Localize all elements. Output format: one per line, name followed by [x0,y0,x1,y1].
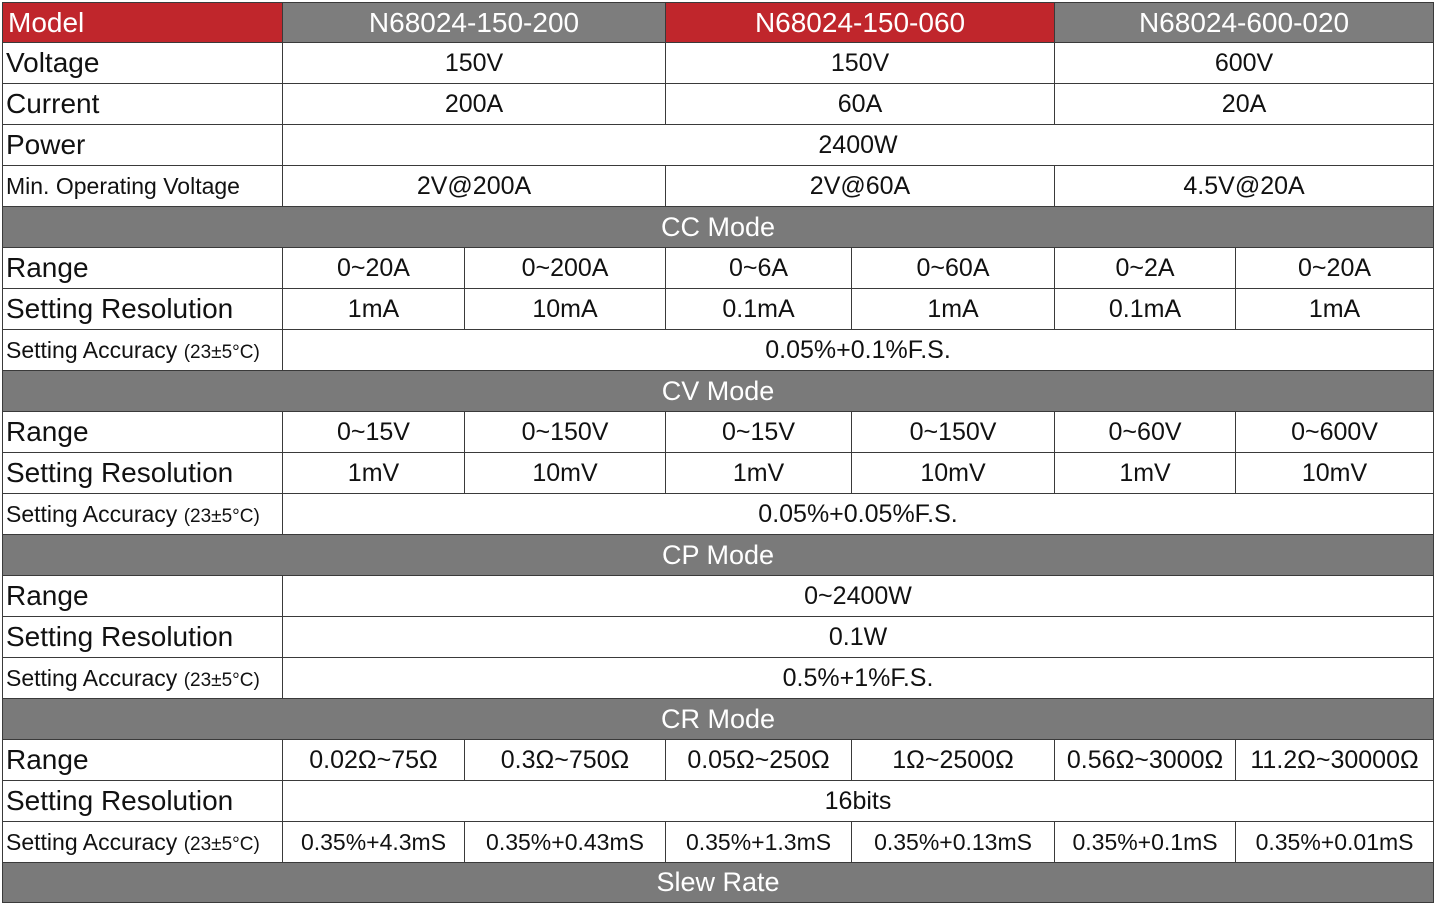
voltage-row [3,43,1434,84]
cv-accuracy-row [3,494,1434,535]
voltage-value: 600V [1055,43,1434,84]
cr-mode-title: CR Mode [3,699,1434,740]
cc-range-value: 0~20A [1236,248,1434,289]
cr-accuracy-row [3,822,1434,863]
cp-range-label: Range [3,576,283,617]
voltage-value: 150V [666,43,1055,84]
accuracy-label-main: Setting Accuracy [6,336,178,363]
cr-resolution-row [3,781,1434,822]
current-row [3,84,1434,125]
model-1: N68024-150-200 [283,3,666,43]
cc-resolution-value: 1mA [283,289,465,330]
cr-accuracy-value: 0.35%+0.01mS [1236,822,1434,863]
accuracy-label-main: Setting Accuracy [6,500,178,527]
cc-accuracy-row [3,330,1434,371]
cc-range-value: 0~2A [1055,248,1236,289]
cc-range-value: 0~6A [666,248,852,289]
cr-range-row [3,740,1434,781]
model-header-row [3,3,1434,43]
accuracy-label-condition: (23±5°C) [183,341,260,363]
power-label: Power [3,125,283,166]
cv-range-value: 0~600V [1236,412,1434,453]
cp-resolution-value: 0.1W [283,617,1434,658]
current-value: 200A [283,84,666,125]
cv-range-value: 0~15V [283,412,465,453]
spec-table [2,2,1434,903]
current-label: Current [3,84,283,125]
cr-range-value: 11.2Ω~30000Ω [1236,740,1434,781]
voltage-value: 150V [283,43,666,84]
cc-accuracy-value: 0.05%+0.1%F.S. [283,330,1434,371]
cr-accuracy-value: 0.35%+4.3mS [283,822,465,863]
accuracy-label-condition: (23±5°C) [183,669,260,691]
cp-mode-title: CP Mode [3,535,1434,576]
cp-accuracy-row [3,658,1434,699]
cc-range-value: 0~60A [852,248,1055,289]
min-voltage-value: 2V@60A [666,166,1055,207]
cv-resolution-row [3,453,1434,494]
cc-resolution-value: 1mA [852,289,1055,330]
cv-section-row [3,371,1434,412]
accuracy-label-main: Setting Accuracy [6,828,178,855]
power-row [3,125,1434,166]
accuracy-label-condition: (23±5°C) [183,833,260,855]
cr-accuracy-value: 0.35%+0.1mS [1055,822,1236,863]
current-value: 60A [666,84,1055,125]
cv-mode-title: CV Mode [3,371,1434,412]
cv-resolution-label: Setting Resolution [3,453,283,494]
min-voltage-value: 2V@200A [283,166,666,207]
cp-range-row [3,576,1434,617]
cp-accuracy-label [3,658,283,699]
min-voltage-value: 4.5V@20A [1055,166,1434,207]
cv-resolution-value: 1mV [283,453,465,494]
cp-resolution-label: Setting Resolution [3,617,283,658]
cv-resolution-value: 1mV [1055,453,1236,494]
cc-resolution-value: 1mA [1236,289,1434,330]
slew-section-row [3,863,1434,903]
cr-range-value: 0.56Ω~3000Ω [1055,740,1236,781]
cv-resolution-value: 10mV [465,453,666,494]
cv-resolution-value: 10mV [852,453,1055,494]
cp-range-value: 0~2400W [283,576,1434,617]
cr-accuracy-value: 0.35%+1.3mS [666,822,852,863]
cc-resolution-value: 0.1mA [666,289,852,330]
cp-section-row [3,535,1434,576]
cv-resolution-value: 10mV [1236,453,1434,494]
cv-accuracy-value: 0.05%+0.05%F.S. [283,494,1434,535]
cc-range-value: 0~200A [465,248,666,289]
cv-range-label: Range [3,412,283,453]
cr-section-row [3,699,1434,740]
cp-accuracy-value: 0.5%+1%F.S. [283,658,1434,699]
cc-range-label: Range [3,248,283,289]
cv-range-value: 0~60V [1055,412,1236,453]
cp-resolution-row [3,617,1434,658]
power-value: 2400W [283,125,1434,166]
cc-range-value: 0~20A [283,248,465,289]
model-label: Model [3,3,283,43]
cr-range-label: Range [3,740,283,781]
cr-accuracy-label [3,822,283,863]
min-voltage-label: Min. Operating Voltage [3,166,283,207]
cc-section-row [3,207,1434,248]
cc-range-row [3,248,1434,289]
cc-mode-title: CC Mode [3,207,1434,248]
model-2: N68024-150-060 [666,3,1055,43]
cv-resolution-value: 1mV [666,453,852,494]
cr-accuracy-value: 0.35%+0.43mS [465,822,666,863]
cr-range-value: 1Ω~2500Ω [852,740,1055,781]
cc-resolution-row [3,289,1434,330]
cr-range-value: 0.02Ω~75Ω [283,740,465,781]
cr-resolution-label: Setting Resolution [3,781,283,822]
cr-range-value: 0.3Ω~750Ω [465,740,666,781]
model-3: N68024-600-020 [1055,3,1434,43]
cc-resolution-value: 10mA [465,289,666,330]
cc-accuracy-label [3,330,283,371]
cr-accuracy-value: 0.35%+0.13mS [852,822,1055,863]
cc-resolution-label: Setting Resolution [3,289,283,330]
accuracy-label-condition: (23±5°C) [183,505,260,527]
current-value: 20A [1055,84,1434,125]
cv-range-value: 0~15V [666,412,852,453]
cv-range-value: 0~150V [465,412,666,453]
cc-resolution-value: 0.1mA [1055,289,1236,330]
accuracy-label-main: Setting Accuracy [6,664,178,691]
cr-resolution-value: 16bits [283,781,1434,822]
cv-accuracy-label [3,494,283,535]
cv-range-value: 0~150V [852,412,1055,453]
cr-range-value: 0.05Ω~250Ω [666,740,852,781]
voltage-label: Voltage [3,43,283,84]
min-voltage-row [3,166,1434,207]
cv-range-row [3,412,1434,453]
slew-rate-title: Slew Rate [3,863,1434,903]
